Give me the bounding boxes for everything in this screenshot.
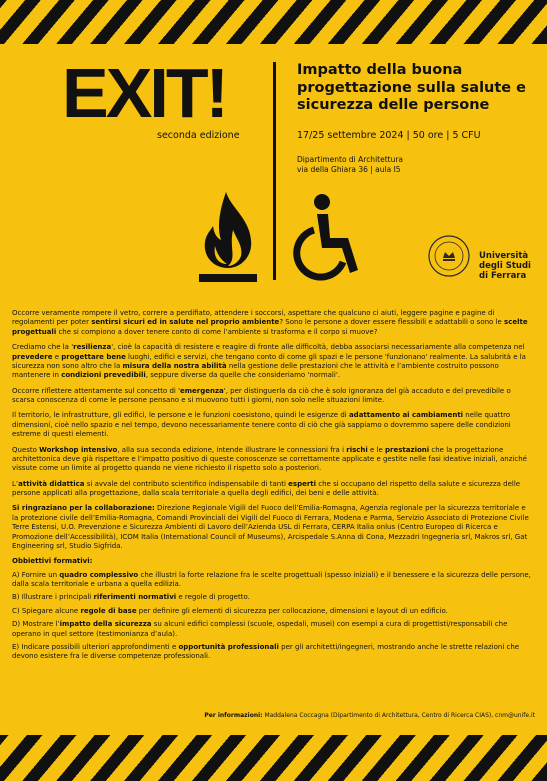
paragraph-territory [12, 411, 534, 439]
text-run: che illustri la forte relazione fra le scelte progettuali (spesso iniziali) e il benessere e la sicurezza delle persone, dalla scala territoriale e urbana a quella edilizia. [12, 570, 531, 588]
text-bold: attività didattica [18, 479, 85, 488]
text-run: e [52, 352, 62, 361]
text-run: che si occupano del rispetto della salute e sicurezza delle persone applicati alla progettazione, dalla scala territoriale a quella degli edifici, dei beni e delle attività. [12, 479, 521, 497]
university-name-line1: Università [479, 251, 529, 261]
text-bold: quadro complessivo [59, 570, 139, 579]
text-bold: regole di base [80, 606, 137, 615]
text-run: , seppure diverse da quelle che consideriamo 'normali'. [145, 371, 340, 380]
objective-e [12, 643, 534, 662]
text-bold: esperti [288, 479, 317, 488]
text-run: A) Fornire un [12, 570, 60, 579]
text-run: Direzione Regionale Vigili del Fuoco dell’Emilia-Romagna, Agenzia regionale per la sicurezza territoriale e la protezione civile dell’Emilia-Romagna, Comandi Provinciali dei Vigili del Fuoco di Ferrara, Modena e Parma, Servizio Associato di Protezione Civile Terre Estensi, U.O. Prevenzione e Sicurezza Ambienti di Lavoro dell’Azienda USL di Ferrara, CERPA Italia onlus (Centro Europeo di Ricerca e Promozione dell’Accessibilità), ICOM Italia (International Council of Museums), Arcispedale S.Anna di Cona, Mezzadri Ingegneria srl, Makros srl, Gat Engineering srl, Studio Sigfrida. [12, 504, 529, 550]
text-bold: Si ringraziano per la collaborazione: [12, 504, 155, 513]
text-run: e le [367, 445, 386, 454]
contact-text: Maddalena Coccagna (Dipartimento di Architettura, Centro di Ricerca CIAS), cnm@unife.it [262, 712, 535, 719]
text-run: D) Mostrare l’ [12, 620, 60, 629]
exit-title: EXIT! [62, 54, 226, 132]
text-run: , alla sua seconda edizione, intende illustrare le connessioni fra i [117, 445, 347, 454]
text-bold: riferimenti normativi [93, 593, 177, 602]
text-run: L’ [12, 479, 19, 488]
text-bold: adattamento ai cambiamenti [348, 411, 464, 420]
department-name: Dipartimento di Architettura [297, 155, 404, 164]
text-run: ? Sono le persone a dover essere flessibili e adattabili o sono le [279, 318, 505, 327]
objective-b [12, 593, 534, 602]
text-bold: scelte progettuali [12, 318, 528, 336]
hazard-stripes-top [0, 0, 547, 44]
university-seal [427, 234, 471, 278]
text-run: Crediamo che la ' [12, 343, 74, 352]
paragraph-resilience [12, 343, 534, 381]
text-bold: Workshop intensivo [39, 445, 118, 454]
paragraph-intro [12, 309, 534, 337]
objectives-section [12, 557, 534, 661]
university-name-line2: degli Studi [479, 261, 531, 272]
text-run: ', per distinguerla da ciò che è solo ignoranza del già accaduto e del prevedibile o scarsa conoscenza di come le persone pensano e si muovono tutti i giorni, non solo nelle situazioni limite. [12, 386, 511, 404]
text-run: per gli architetti/ingegneri, mostrando anche le strette relazioni che devono esistere fra le diverse competenze professionali. [12, 642, 520, 661]
department-info [297, 155, 403, 175]
paragraph-workshop [12, 446, 534, 474]
text-run: Occorre veramente rompere il vetro, correre a perdifiato, attendere i soccorsi, aspettare che qualcuno ci aiuti, leggere pagine e pagine di regolamenti per poter [12, 309, 495, 327]
text-run: Occorre riflettere attentamente sul concetto di ' [12, 386, 180, 395]
text-bold: condizioni prevedibili [61, 371, 146, 380]
text-run: su alcuni edifici complessi (scuole, ospedali, musei) con esempi a cura di progettisti/responsabili che operano in quel settore (testimonianza d’aula). [12, 620, 508, 638]
objective-d [12, 620, 534, 639]
fire-icon [193, 190, 263, 286]
text-bold: misura della nostra abilità [122, 361, 227, 370]
text-run: che si compiono a dover tenere conto di come l’ambiente si trasforma e il corpo si muove? [56, 327, 378, 336]
contact-label: Per informazioni: [204, 712, 263, 719]
objectives-title: Obbiettivi formativi: [12, 557, 93, 566]
text-run: ', cioè la capacità di resistere e reagire di fronte alle difficoltà, debba associarsi necessariamente alla competenza nel [111, 343, 525, 352]
text-bold: opportunità professionali [178, 642, 279, 651]
text-bold: rischi [346, 445, 368, 454]
dates-line: 17/25 settembre 2024 | 50 ore | 5 CFU [297, 130, 481, 141]
text-run: Questo [12, 445, 40, 454]
text-run: B) Illustrare i principali [12, 593, 94, 602]
main-title: Impatto della buona progettazione sulla salute e sicurezza delle persone [297, 62, 527, 114]
university-name-line3: di Ferrara [479, 271, 527, 282]
text-run: si avvale del contributo scientifico indispensabile di tanti [84, 479, 289, 488]
text-bold: impatto della sicurezza [59, 620, 152, 629]
objective-a [12, 571, 534, 590]
text-run: che la progettazione architettonica deve già rispettare e l’impatto positivo di queste conoscenze se correttamente applicate e gestite nelle fasi ideative iniziali, anziché vissute come un limite al progetto quando ne viene richiesto il rispetto solo a posteriori. [12, 445, 527, 473]
paragraph-emergency [12, 387, 534, 406]
text-run: luoghi, edifici e servizi, che tengano conto di come gli spazi e le persone 'funzionano' realmente. La salubrità e la sicurezza non sono altro che la [12, 352, 526, 370]
objective-c [12, 607, 534, 616]
text-run: nelle quattro dimensioni, cioè nello spazio e nel tempo, devono necessariamente tenere conto di ciò che già sappiamo o dovremmo sapere delle condizioni estreme di questi elementi. [12, 411, 511, 439]
wheelchair-icon [288, 192, 366, 284]
text-bold: progettare bene [61, 352, 126, 361]
university-name [479, 251, 531, 282]
text-bold: sentirsi sicuri ed in salute nel proprio ambiente [91, 318, 280, 327]
text-run: E) Indicare possibili ulteriori approfondimenti e [12, 642, 179, 651]
text-run: e regole di progetto. [176, 593, 250, 602]
text-run: per definire gli elementi di sicurezza per collocazione, dimensioni e layout di un edificio. [136, 606, 448, 615]
text-bold: prestazioni [385, 445, 430, 454]
department-address: via della Ghiara 36 | aula I5 [297, 165, 401, 175]
body-text [12, 309, 534, 666]
text-run: nella gestione delle prestazioni che le attività e l’ambiente costruito possono mantenere in [12, 361, 499, 380]
vertical-divider [273, 62, 276, 280]
text-bold: prevedere [12, 352, 53, 361]
text-bold: resilienza [73, 343, 112, 352]
text-run: Il territorio, le infrastrutture, gli edifici, le persone e le funzioni coesistono, quindi le esigenze di [12, 411, 349, 420]
contact-info [204, 712, 535, 719]
text-run: C) Spiegare alcune [12, 606, 81, 615]
hazard-stripes-bottom [0, 735, 547, 781]
text-bold: emergenza [180, 386, 224, 395]
paragraph-didactic [12, 480, 534, 499]
edition-label: seconda edizione [157, 130, 240, 141]
paragraph-thanks [12, 504, 534, 551]
